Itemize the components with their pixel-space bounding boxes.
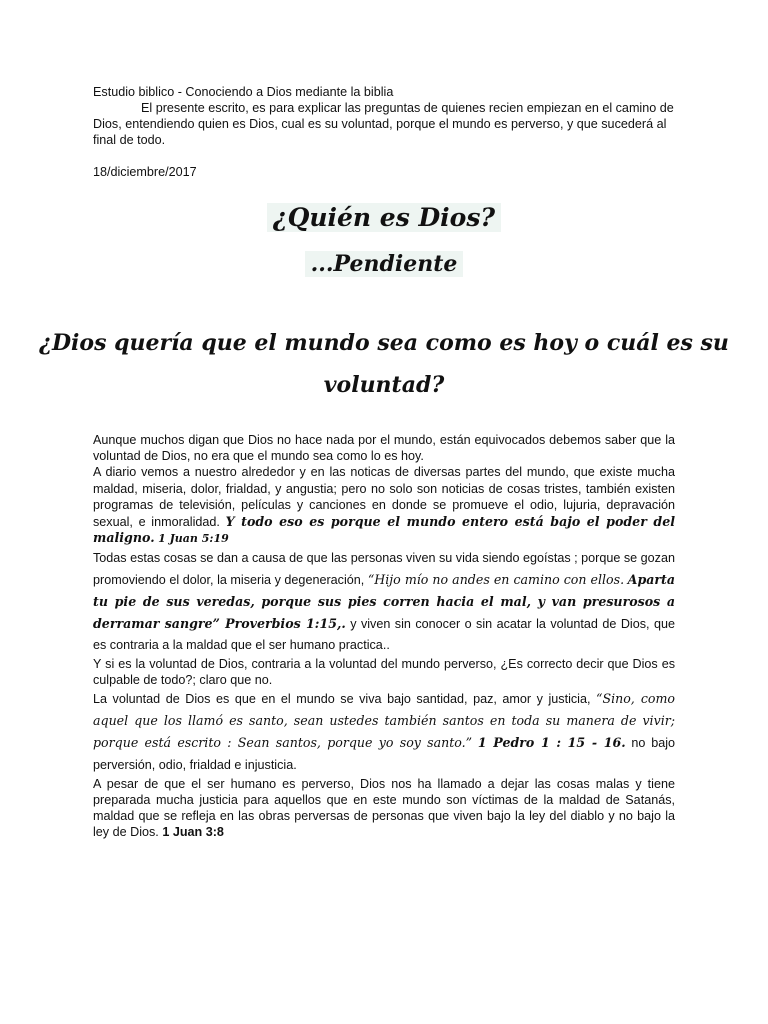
intro-paragraph: El presente escrito, es para explicar las preguntas de quienes recien empiezan en el camino de Dios, entendiendo quien es Dios, cual es su voluntad, porque el mundo es perverso, y que sucederá al final de todo. <box>93 101 674 147</box>
bible-quote-proverbios-a: “Hijo mío no andes en camino con ellos. <box>367 571 625 587</box>
body-paragraph-6 <box>93 776 675 840</box>
bible-ref-1-pedro: 1 Pedro 1 : 15 - 16. <box>477 734 626 750</box>
heading-pendiente-text: ...Pendiente <box>305 251 464 277</box>
body-paragraph-3-rest: y viven sin conocer o sin acatar la voluntad de Dios, que es contraria a la maldad que el ser humano practica.. <box>93 616 675 652</box>
body-paragraph-2 <box>93 464 675 548</box>
body-paragraph-5-text: La voluntad de Dios es que en el mundo se viva bajo santidad, paz, amor y justicia, <box>93 691 591 706</box>
body-paragraph-2-text: A diario vemos a nuestro alrededor y en las noticas de diversas partes del mundo, que existe mucha maldad, miseria, dolor, frialdad, y angustia; pero no solo son noticias de cosas tristes, también existen programas de televisión, películas y canciones en donde se promueve el odio, lujuria, depravación sexual, e inmoralidad. <box>93 465 675 529</box>
document-header <box>93 84 675 180</box>
bible-quote-1-juan-5-19: Y todo eso es porque el mundo entero está bajo el poder del maligno. <box>93 513 675 545</box>
body-paragraph-5 <box>93 688 675 776</box>
document-body <box>93 432 675 840</box>
heading-quien-es-dios <box>0 200 768 236</box>
bible-ref-1-juan-3-8: 1 Juan 3:8 <box>162 824 224 839</box>
document-date: 18/diciembre/2017 <box>93 165 197 179</box>
document-title: Estudio biblico - Conociendo a Dios mediante la biblia <box>93 85 394 99</box>
body-paragraph-3-text: Todas estas cosas se dan a causa de que las personas viven su vida siendo egoístas ; porque se gozan promoviendo el dolor, la miseria y degeneración, <box>93 550 675 587</box>
bible-quote-1-pedro: “Sino, como aquel que los llamó es santo, sean ustedes también santos en toda su manera de vivir; porque está escrito : Sean santos, porque yo soy santo.” <box>93 690 676 750</box>
heading-voluntad-line1: ¿Dios quería que el mundo sea como es hoy o cuál es su <box>39 330 729 356</box>
heading-voluntad-line2: voluntad? <box>323 372 445 398</box>
bible-ref-1-juan-5-19: 1 Juan 5:19 <box>158 532 229 545</box>
bible-quote-proverbios-b: Aparta tu pie de sus veredas, porque sus pies corren hacia el mal, y van presurosos a derramar sangre” Proverbios 1:15,. <box>93 571 676 631</box>
body-paragraph-4: Y si es la voluntad de Dios, contraria a la voluntad del mundo perverso, ¿Es correcto decir que Dios es culpable de todo?; claro que no. <box>93 656 675 687</box>
heading-voluntad <box>0 322 768 406</box>
heading-pendiente <box>0 247 768 281</box>
body-paragraph-1: Aunque muchos digan que Dios no hace nada por el mundo, están equivocados debemos saber que la voluntad de Dios, no era que el mundo sea como lo es hoy. <box>93 433 675 463</box>
body-paragraph-6-text: A pesar de que el ser humano es perverso, Dios nos ha llamado a dejar las cosas malas y tiene preparada mucha justicia para aquellos que en este mundo son víctimas de la maldad de Satanás, maldad que se refleja en las obras perversas de personas que viven bajo la ley del diablo y no bajo la ley de Dios. <box>93 776 675 839</box>
body-paragraph-3 <box>93 548 675 656</box>
heading-quien-es-dios-text: ¿Quién es Dios? <box>267 203 501 232</box>
body-paragraph-5-rest: no bajo perversión, odio, frialdad e injusticia. <box>93 735 676 772</box>
